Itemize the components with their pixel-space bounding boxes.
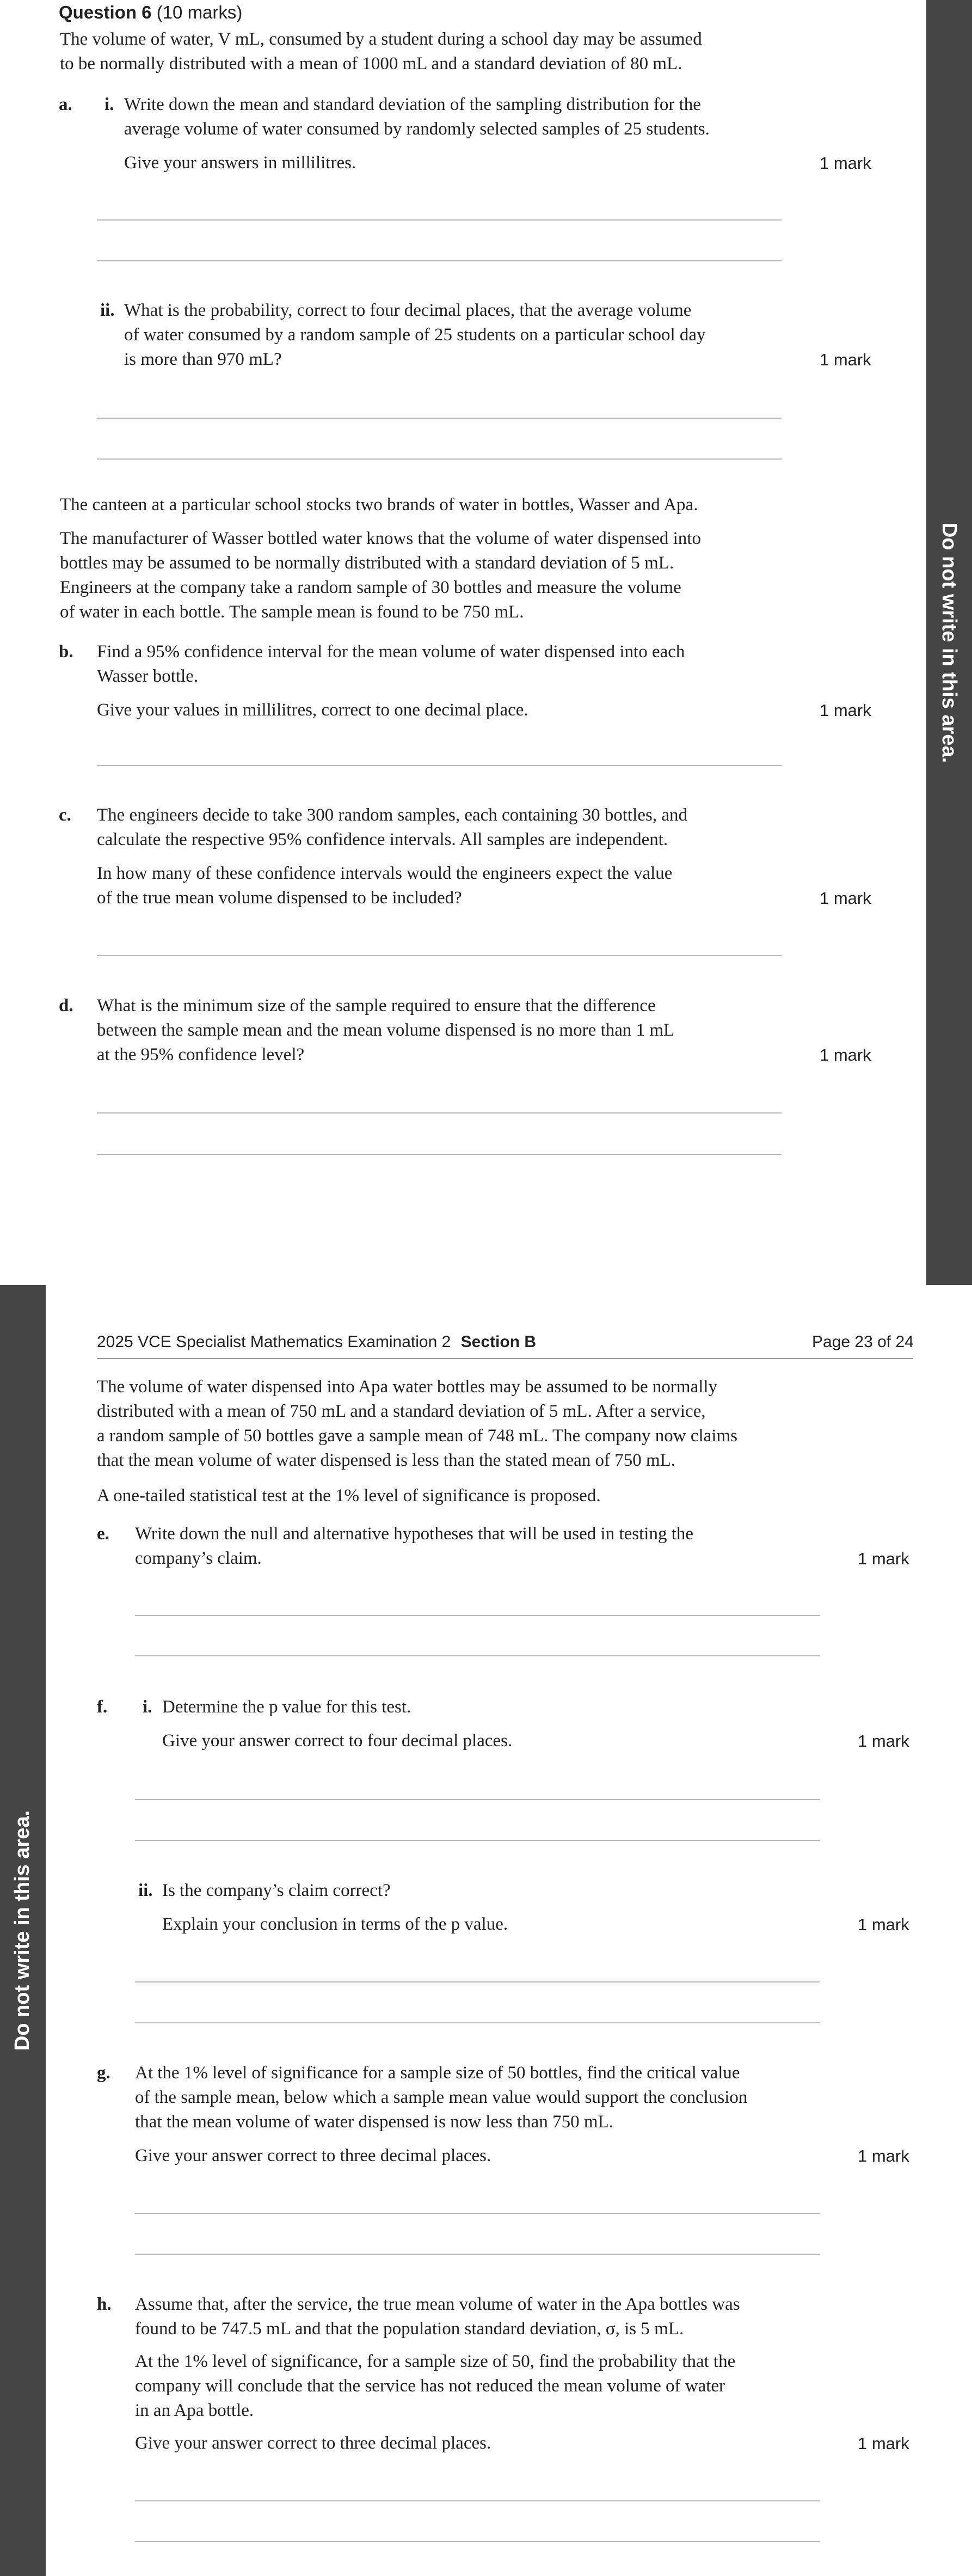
page-header-left <box>97 1331 536 1353</box>
question-line: Find a 95% confidence interval for the mean volume of water dispensed into each <box>97 642 685 662</box>
mark-allocation: 1 mark <box>820 889 871 908</box>
question-line: that the mean volume of water dispensed is now less than 750 mL. <box>135 2112 613 2132</box>
header-divider <box>97 1358 913 1359</box>
part-a-i-label: i. <box>104 95 114 114</box>
answer-line[interactable] <box>135 2022 820 2023</box>
question-line: What is the probability, correct to four decimal places, that the average volume <box>124 301 692 320</box>
context-line: Engineers at the company take a random sample of 30 bottles and measure the volume <box>60 578 681 597</box>
part-g-instruction: Give your answer correct to three decimal places. <box>135 2146 491 2165</box>
question-line: found to be 747.5 mL and that the population standard deviation, σ, is 5 mL. <box>135 2319 684 2339</box>
part-h-instruction: Give your answer correct to three decimal places. <box>135 2433 491 2453</box>
part-a-ii-question <box>124 298 804 372</box>
part-c-question-2 <box>97 861 804 910</box>
answer-line[interactable] <box>135 1799 820 1800</box>
part-a-ii-label: ii. <box>100 301 115 320</box>
part-c-label: c. <box>59 805 71 825</box>
part-a-i-question <box>124 93 804 142</box>
question-line: What is the minimum size of the sample required to ensure that the difference <box>97 996 656 1015</box>
question-line: is more than 970 mL? <box>124 350 282 369</box>
do-not-write-label: Do not write in this area. <box>11 1810 34 2051</box>
part-c-question <box>97 803 804 852</box>
part-a-label: a. <box>59 95 72 114</box>
answer-line[interactable] <box>135 2254 820 2255</box>
exam-title: 2025 VCE Specialist Mathematics Examination 2 <box>97 1333 451 1351</box>
intro-line: The volume of water, V mL, consumed by a student during a school day may be assumed <box>60 29 702 49</box>
question-line: At the 1% level of significance for a sample size of 50 bottles, find the critical value <box>135 2063 740 2083</box>
context-line: a random sample of 50 bottles gave a sample mean of 748 mL. The company now claims <box>97 1426 737 1446</box>
question-marks: (10 marks) <box>156 2 243 22</box>
question-line: Write down the mean and standard deviation of the sampling distribution for the <box>124 95 701 114</box>
answer-line[interactable] <box>135 2500 820 2501</box>
mark-allocation: 1 mark <box>820 1045 871 1064</box>
question-line: In how many of these confidence intervals would the engineers expect the value <box>97 864 673 883</box>
answer-line[interactable] <box>97 219 782 221</box>
answer-line[interactable] <box>97 418 782 419</box>
mark-allocation: 1 mark <box>820 154 871 173</box>
part-f-i-instruction: Give your answer correct to four decimal places. <box>162 1731 513 1751</box>
question-line: of water consumed by a random sample of 25 students on a particular school day <box>124 325 706 345</box>
part-e-label: e. <box>97 1524 109 1544</box>
part-f-ii-instruction: Explain your conclusion in terms of the p value. <box>162 1914 508 1934</box>
part-h-context <box>135 2292 842 2341</box>
question-line: company will conclude that the service has not reduced the mean volume of water <box>135 2376 725 2396</box>
question-line: of the true mean volume dispensed to be included? <box>97 888 462 908</box>
part-d-question <box>97 994 804 1067</box>
apa-context <box>97 1375 859 1473</box>
part-e-question <box>135 1522 842 1571</box>
part-b-question <box>97 640 804 689</box>
answer-line[interactable] <box>97 458 782 460</box>
question-heading <box>59 1 242 24</box>
question-line: Assume that, after the service, the true mean volume of water in the Apa bottles was <box>135 2294 740 2314</box>
answer-line[interactable] <box>97 955 782 956</box>
mark-allocation: 1 mark <box>820 701 871 720</box>
question-line: in an Apa bottle. <box>135 2401 254 2420</box>
question-line: between the sample mean and the mean volume dispensed is no more than 1 mL <box>97 1020 675 1040</box>
mark-allocation: 1 mark <box>858 1731 909 1751</box>
question-line: average volume of water consumed by randomly selected samples of 25 students. <box>124 119 710 139</box>
part-f-label: f. <box>97 1697 108 1717</box>
part-b-instruction: Give your values in millilitres, correct to one decimal place. <box>97 700 528 720</box>
context-line: The volume of water dispensed into Apa water bottles may be assumed to be normally <box>97 1377 718 1397</box>
part-g-label: g. <box>97 2063 110 2083</box>
part-a-i-instruction: Give your answers in millilitres. <box>124 153 356 173</box>
part-f-ii-question: Is the company’s claim correct? <box>162 1881 391 1900</box>
question-line: at the 95% confidence level? <box>97 1045 305 1064</box>
mark-allocation: 1 mark <box>858 2146 909 2165</box>
answer-line[interactable] <box>97 765 782 766</box>
wasser-text <box>60 527 822 625</box>
answer-line[interactable] <box>135 2541 820 2542</box>
question-title: Question 6 <box>59 2 152 22</box>
answer-line[interactable] <box>135 2213 820 2214</box>
question-line: The engineers decide to take 300 random samples, each containing 30 bottles, and <box>97 805 687 825</box>
part-f-i-question: Determine the p value for this test. <box>162 1697 411 1717</box>
question-line: Wasser bottle. <box>97 666 199 686</box>
do-not-write-margin-left <box>0 1285 46 2576</box>
answer-line[interactable] <box>97 1154 782 1155</box>
part-f-ii-label: ii. <box>138 1881 153 1900</box>
answer-line[interactable] <box>97 260 782 261</box>
question-line: Write down the null and alternative hypotheses that will be used in testing the <box>135 1524 694 1544</box>
context-line: bottles may be assumed to be normally distributed with a standard deviation of 5 mL. <box>60 553 674 573</box>
do-not-write-label: Do not write in this area. <box>938 522 961 763</box>
intro-line: to be normally distributed with a mean of 1000 mL and a standard deviation of 80 mL. <box>60 54 682 74</box>
part-f-i-label: i. <box>143 1697 152 1717</box>
part-h-question <box>135 2349 842 2423</box>
answer-line[interactable] <box>97 1112 782 1113</box>
mark-allocation: 1 mark <box>858 2434 909 2453</box>
context-line: distributed with a mean of 750 mL and a standard deviation of 5 mL. After a service, <box>97 1402 706 1421</box>
question-line: At the 1% level of significance, for a sample size of 50, find the probability that the <box>135 2352 736 2371</box>
answer-line[interactable] <box>135 1615 820 1616</box>
mark-allocation: 1 mark <box>858 1549 909 1568</box>
test-statement: A one-tailed statistical test at the 1% level of significance is proposed. <box>97 1486 601 1506</box>
question-line: calculate the respective 95% confidence intervals. All samples are independent. <box>97 830 668 849</box>
canteen-text: The canteen at a particular school stocks two brands of water in bottles, Wasser and Apa. <box>60 495 698 515</box>
part-b-label: b. <box>59 642 73 662</box>
do-not-write-margin-right <box>926 0 972 1285</box>
answer-line[interactable] <box>135 1655 820 1656</box>
part-g-question <box>135 2061 842 2134</box>
mark-allocation: 1 mark <box>858 1915 909 1934</box>
question-line: of the sample mean, below which a sample mean value would support the conclusion <box>135 2088 748 2107</box>
page-number: Page 23 of 24 <box>812 1333 914 1351</box>
question-line: company’s claim. <box>135 1549 262 1568</box>
context-line: The manufacturer of Wasser bottled water knows that the volume of water dispensed into <box>60 529 701 548</box>
part-h-label: h. <box>97 2294 112 2314</box>
answer-line[interactable] <box>135 1840 820 1841</box>
context-line: that the mean volume of water dispensed is less than the stated mean of 750 mL. <box>97 1451 676 1470</box>
part-d-label: d. <box>59 996 73 1015</box>
answer-line[interactable] <box>135 1981 820 1983</box>
question-intro <box>60 27 822 76</box>
context-line: of water in each bottle. The sample mean is found to be 750 mL. <box>60 602 524 622</box>
mark-allocation: 1 mark <box>820 350 871 369</box>
section-name: Section B <box>460 1333 537 1351</box>
